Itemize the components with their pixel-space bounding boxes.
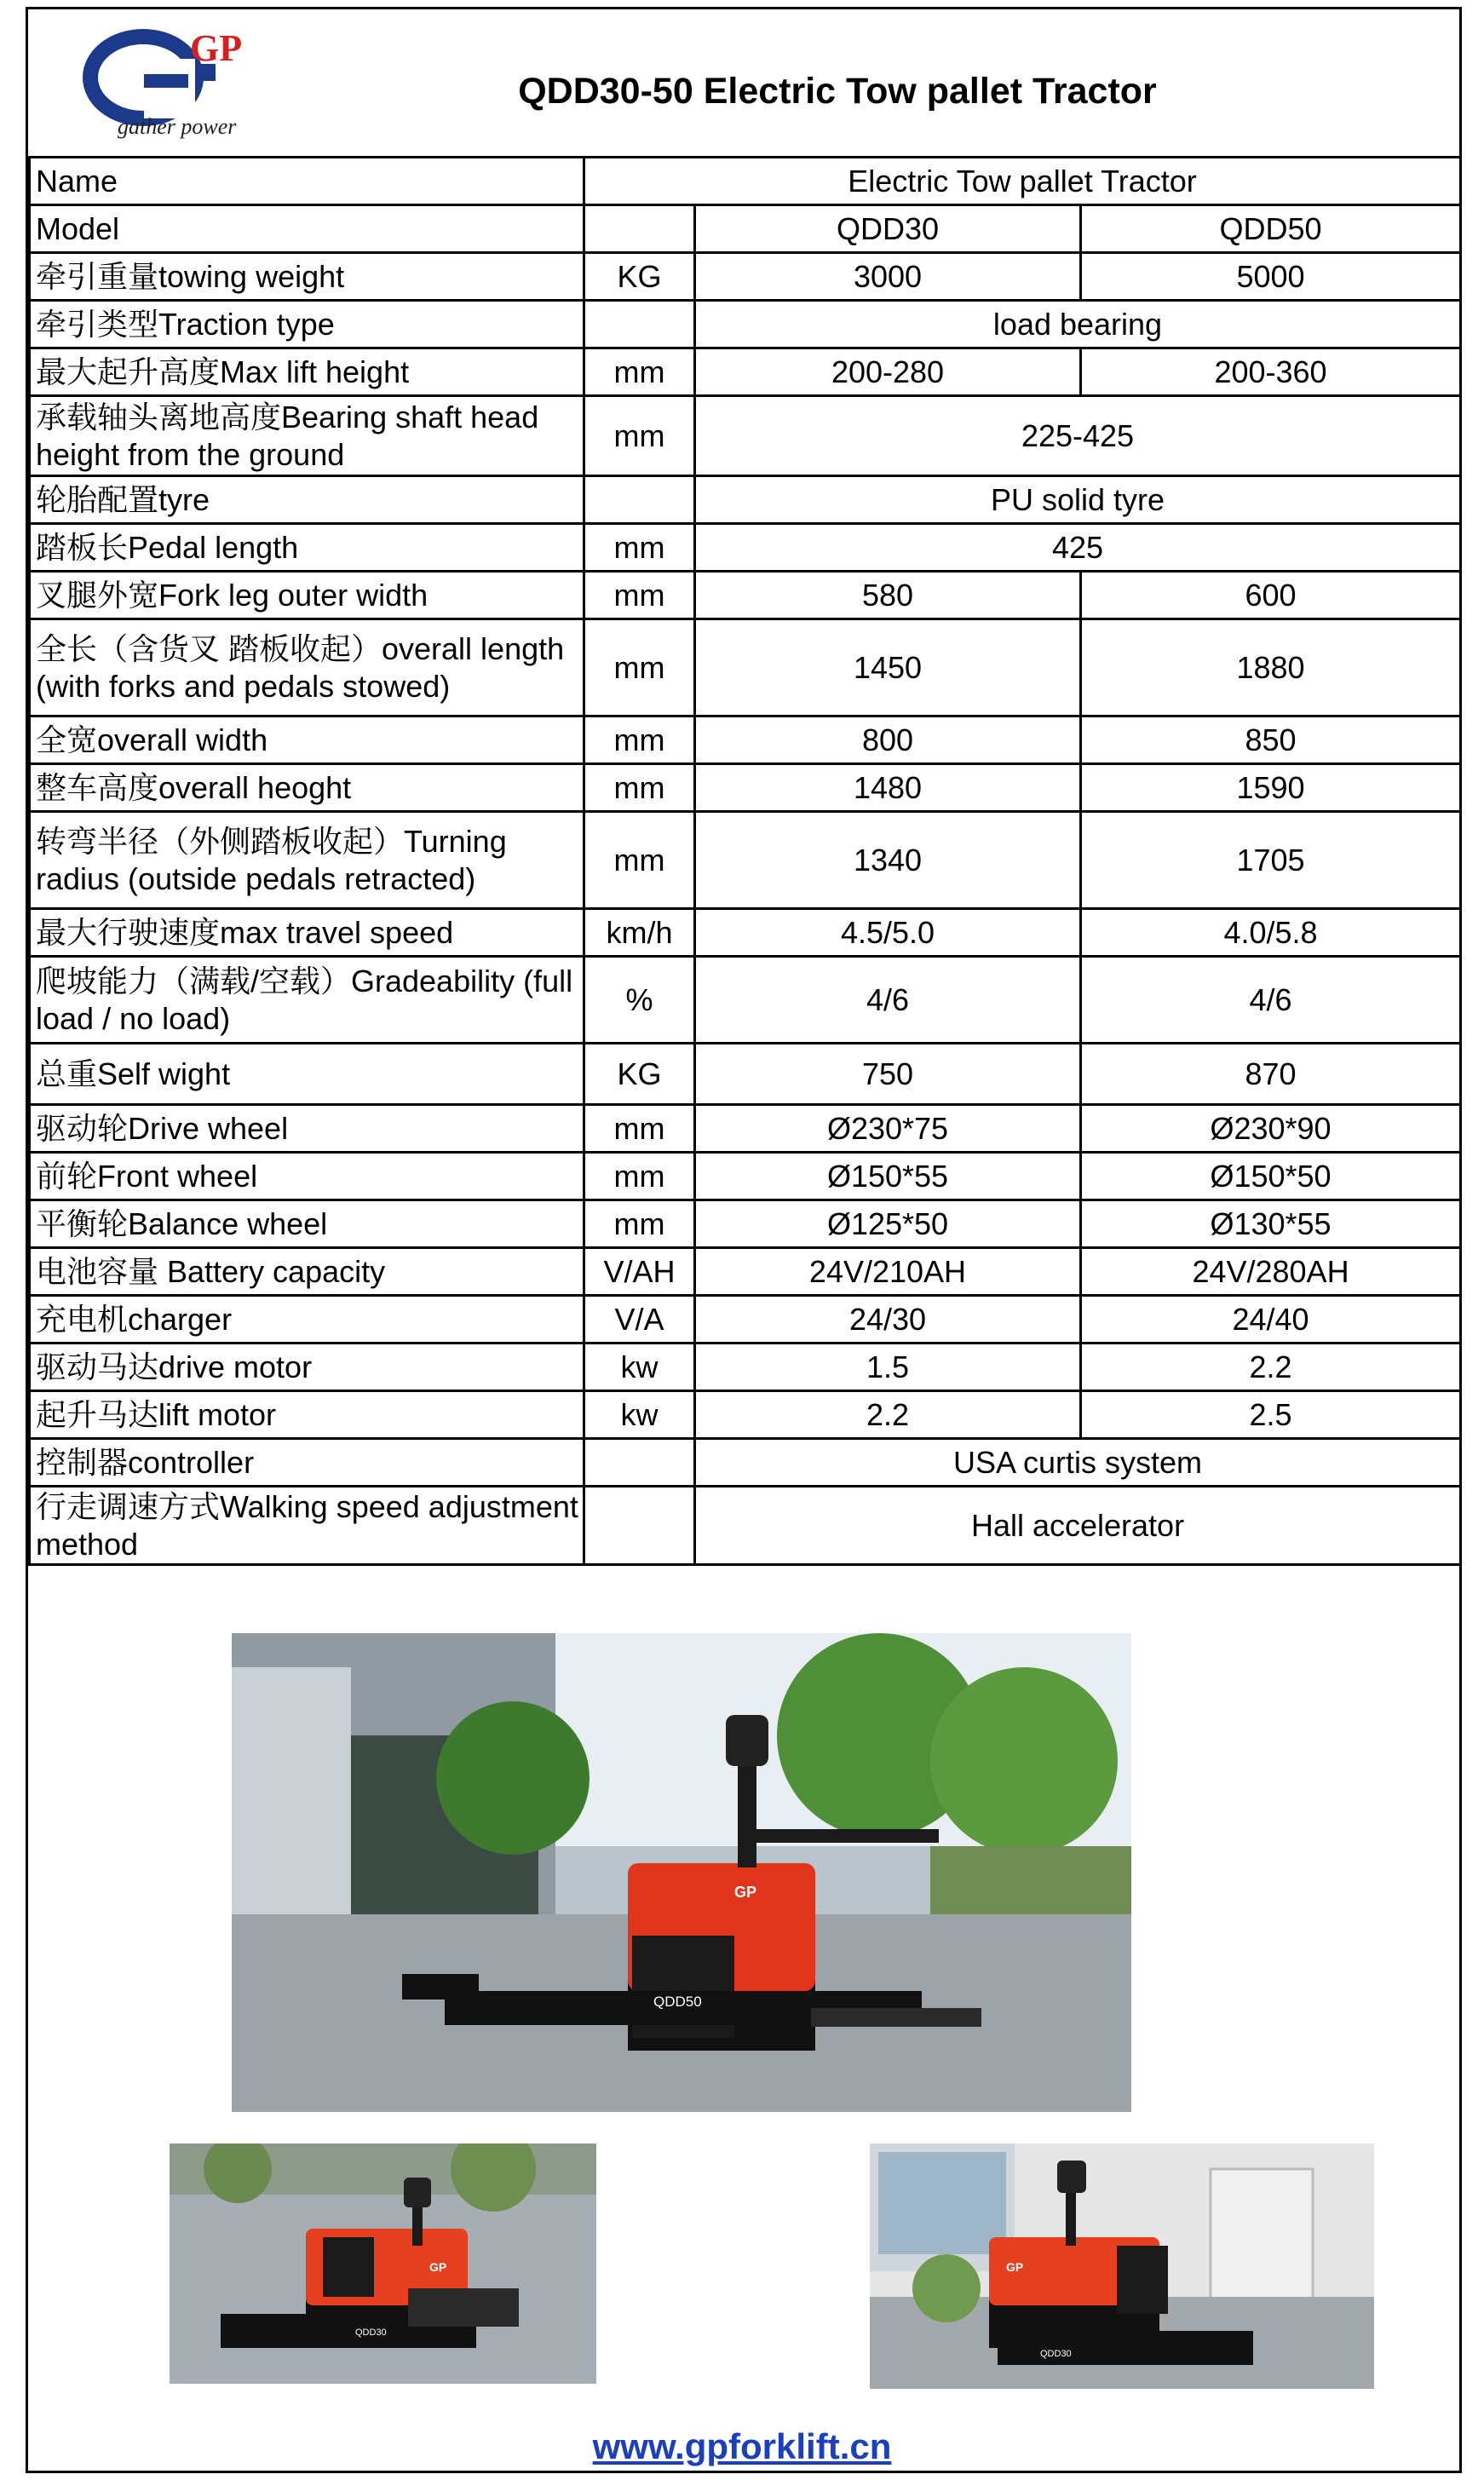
- spec-qdd50-cell: 1590: [1081, 764, 1461, 812]
- spec-unit-cell: mm: [584, 572, 695, 619]
- spec-qdd30-cell: 580: [695, 572, 1081, 619]
- left-brand-label: GP: [429, 2260, 447, 2274]
- spec-row: [30, 1200, 1461, 1248]
- spec-unit-cell: mm: [584, 619, 695, 716]
- spec-row: [30, 957, 1461, 1044]
- spec-qdd50-cell: Ø230*90: [1081, 1105, 1461, 1153]
- spec-value-cell: load bearing: [695, 301, 1461, 348]
- spec-qdd30-cell: 4.5/5.0: [695, 909, 1081, 957]
- spec-row: [30, 348, 1461, 396]
- spec-qdd30-cell: Ø150*55: [695, 1153, 1081, 1200]
- spec-name-cell: 转弯半径（外侧踏板收起）Turning radius (outside pedals retracted): [30, 812, 584, 909]
- spec-row: [30, 909, 1461, 957]
- spec-unit-cell: KG: [584, 1044, 695, 1105]
- spec-qdd50-cell: 1880: [1081, 619, 1461, 716]
- spec-qdd30-cell: 200-280: [695, 348, 1081, 396]
- spec-name-cell: 充电机charger: [30, 1296, 584, 1344]
- spec-unit-cell: mm: [584, 1200, 695, 1248]
- spec-unit-cell: mm: [584, 716, 695, 764]
- spec-name-cell: 爬坡能力（满载/空载）Gradeability (full load / no load): [30, 957, 584, 1044]
- spec-row: [30, 812, 1461, 909]
- spec-qdd50-cell: 4/6: [1081, 957, 1461, 1044]
- spec-qdd50-cell: 870: [1081, 1044, 1461, 1105]
- spec-value-cell: Hall accelerator: [695, 1487, 1461, 1565]
- left-product-photo: [170, 2143, 596, 2384]
- spec-qdd30-cell: 1480: [695, 764, 1081, 812]
- main-product-photo: [232, 1633, 1131, 2112]
- spec-name-cell: Model: [30, 205, 584, 253]
- spec-row: [30, 476, 1461, 524]
- spec-unit-cell: kw: [584, 1344, 695, 1391]
- spec-name-cell: 最大起升高度Max lift height: [30, 348, 584, 396]
- spec-qdd50-cell: 200-360: [1081, 348, 1461, 396]
- website-link[interactable]: www.gpforklift.cn: [592, 2426, 892, 2466]
- spec-row: [30, 1105, 1461, 1153]
- spec-name-cell: Name: [30, 158, 584, 205]
- spec-name-cell: 起升马达lift motor: [30, 1391, 584, 1439]
- spec-name-cell: 全长（含货叉 踏板收起）overall length (with forks and pedals stowed): [30, 619, 584, 716]
- main-model-label: QDD50: [653, 1994, 702, 2010]
- spec-unit-cell: [584, 205, 695, 253]
- spec-qdd50-cell: 4.0/5.8: [1081, 909, 1461, 957]
- spec-unit-cell: mm: [584, 348, 695, 396]
- spec-qdd30-cell: 3000: [695, 253, 1081, 301]
- spec-name-cell: 电池容量 Battery capacity: [30, 1248, 584, 1296]
- main-brand-label: GP: [734, 1884, 757, 1901]
- spec-row: [30, 205, 1461, 253]
- spec-qdd30-cell: Ø230*75: [695, 1105, 1081, 1153]
- spec-qdd50-cell: 600: [1081, 572, 1461, 619]
- spec-unit-cell: [584, 301, 695, 348]
- spec-row: [30, 253, 1461, 301]
- spec-value-cell: 425: [695, 524, 1461, 572]
- spec-row: [30, 158, 1461, 205]
- spec-name-cell: 前轮Front wheel: [30, 1153, 584, 1200]
- page-title: QDD30-50 Electric Tow pallet Tractor: [518, 71, 1157, 112]
- spec-unit-cell: %: [584, 957, 695, 1044]
- logo-tagline: gather power: [118, 114, 237, 139]
- spec-unit-cell: mm: [584, 524, 695, 572]
- spec-unit-cell: [584, 476, 695, 524]
- spec-row: [30, 1439, 1461, 1487]
- spec-unit-cell: km/h: [584, 909, 695, 957]
- spec-name-cell: 全宽overall width: [30, 716, 584, 764]
- spec-table: [28, 156, 1462, 1566]
- spec-qdd50-cell: Ø150*50: [1081, 1153, 1461, 1200]
- spec-name-cell: 平衡轮Balance wheel: [30, 1200, 584, 1248]
- right-brand-label: GP: [1006, 2260, 1024, 2274]
- spec-unit-cell: V/A: [584, 1296, 695, 1344]
- spec-name-cell: 轮胎配置tyre: [30, 476, 584, 524]
- spec-name-cell: 驱动轮Drive wheel: [30, 1105, 584, 1153]
- spec-value-cell: PU solid tyre: [695, 476, 1461, 524]
- spec-unit-cell: mm: [584, 764, 695, 812]
- spec-name-cell: 叉腿外宽Fork leg outer width: [30, 572, 584, 619]
- spec-qdd30-cell: 4/6: [695, 957, 1081, 1044]
- spec-unit-cell: kw: [584, 1391, 695, 1439]
- spec-qdd30-cell: 24V/210AH: [695, 1248, 1081, 1296]
- spec-qdd30-cell: 800: [695, 716, 1081, 764]
- spec-value-cell: 225-425: [695, 396, 1461, 476]
- spec-qdd30-cell: QDD30: [695, 205, 1081, 253]
- spec-row: [30, 1344, 1461, 1391]
- spec-name-cell: 牵引重量towing weight: [30, 253, 584, 301]
- spec-qdd50-cell: QDD50: [1081, 205, 1461, 253]
- spec-unit-cell: [584, 1487, 695, 1565]
- spec-qdd30-cell: 1450: [695, 619, 1081, 716]
- spec-unit-cell: [584, 1439, 695, 1487]
- spec-qdd50-cell: 850: [1081, 716, 1461, 764]
- spec-name-cell: 控制器controller: [30, 1439, 584, 1487]
- spec-qdd50-cell: 2.2: [1081, 1344, 1461, 1391]
- spec-row: [30, 301, 1461, 348]
- right-product-photo: [870, 2143, 1374, 2389]
- spec-row: [30, 619, 1461, 716]
- spec-qdd50-cell: 1705: [1081, 812, 1461, 909]
- spec-row: [30, 764, 1461, 812]
- spec-row: [30, 524, 1461, 572]
- header: [28, 9, 1459, 156]
- spec-row: [30, 1487, 1461, 1565]
- spec-unit-cell: mm: [584, 396, 695, 476]
- spec-unit-cell: KG: [584, 253, 695, 301]
- spec-row: [30, 1044, 1461, 1105]
- spec-row: [30, 1391, 1461, 1439]
- spec-unit-cell: mm: [584, 812, 695, 909]
- spec-unit-cell: mm: [584, 1153, 695, 1200]
- spec-name-cell: 踏板长Pedal length: [30, 524, 584, 572]
- spec-row: [30, 1153, 1461, 1200]
- spec-qdd30-cell: 750: [695, 1044, 1081, 1105]
- spec-qdd30-cell: 1340: [695, 812, 1081, 909]
- spec-unit-cell: V/AH: [584, 1248, 695, 1296]
- spec-value-cell: USA curtis system: [695, 1439, 1461, 1487]
- spec-name-cell: 整车高度overall heoght: [30, 764, 584, 812]
- spec-name-cell: 驱动马达drive motor: [30, 1344, 584, 1391]
- spec-row: [30, 1248, 1461, 1296]
- spec-qdd30-cell: 2.2: [695, 1391, 1081, 1439]
- spec-row: [30, 716, 1461, 764]
- spec-row: [30, 1296, 1461, 1344]
- spec-qdd50-cell: 5000: [1081, 253, 1461, 301]
- spec-unit-cell: mm: [584, 1105, 695, 1153]
- spec-name-cell: 承载轴头离地高度Bearing shaft head height from the ground: [30, 396, 584, 476]
- spec-qdd30-cell: Ø125*50: [695, 1200, 1081, 1248]
- spec-qdd50-cell: Ø130*55: [1081, 1200, 1461, 1248]
- spec-qdd30-cell: 24/30: [695, 1296, 1081, 1344]
- right-model-label: QDD30: [1040, 2349, 1072, 2359]
- spec-name-cell: 最大行驶速度max travel speed: [30, 909, 584, 957]
- spec-qdd50-cell: 2.5: [1081, 1391, 1461, 1439]
- spec-row: [30, 396, 1461, 476]
- spec-name-cell: 牵引类型Traction type: [30, 301, 584, 348]
- spec-value-cell: Electric Tow pallet Tractor: [584, 158, 1461, 205]
- spec-name-cell: 行走调速方式Walking speed adjustment method: [30, 1487, 584, 1565]
- spec-qdd30-cell: 1.5: [695, 1344, 1081, 1391]
- spec-row: [30, 572, 1461, 619]
- spec-qdd50-cell: 24/40: [1081, 1296, 1461, 1344]
- spec-qdd50-cell: 24V/280AH: [1081, 1248, 1461, 1296]
- logo-p: GP: [190, 27, 243, 69]
- left-model-label: QDD30: [355, 2328, 387, 2338]
- spec-name-cell: 总重Self wight: [30, 1044, 584, 1105]
